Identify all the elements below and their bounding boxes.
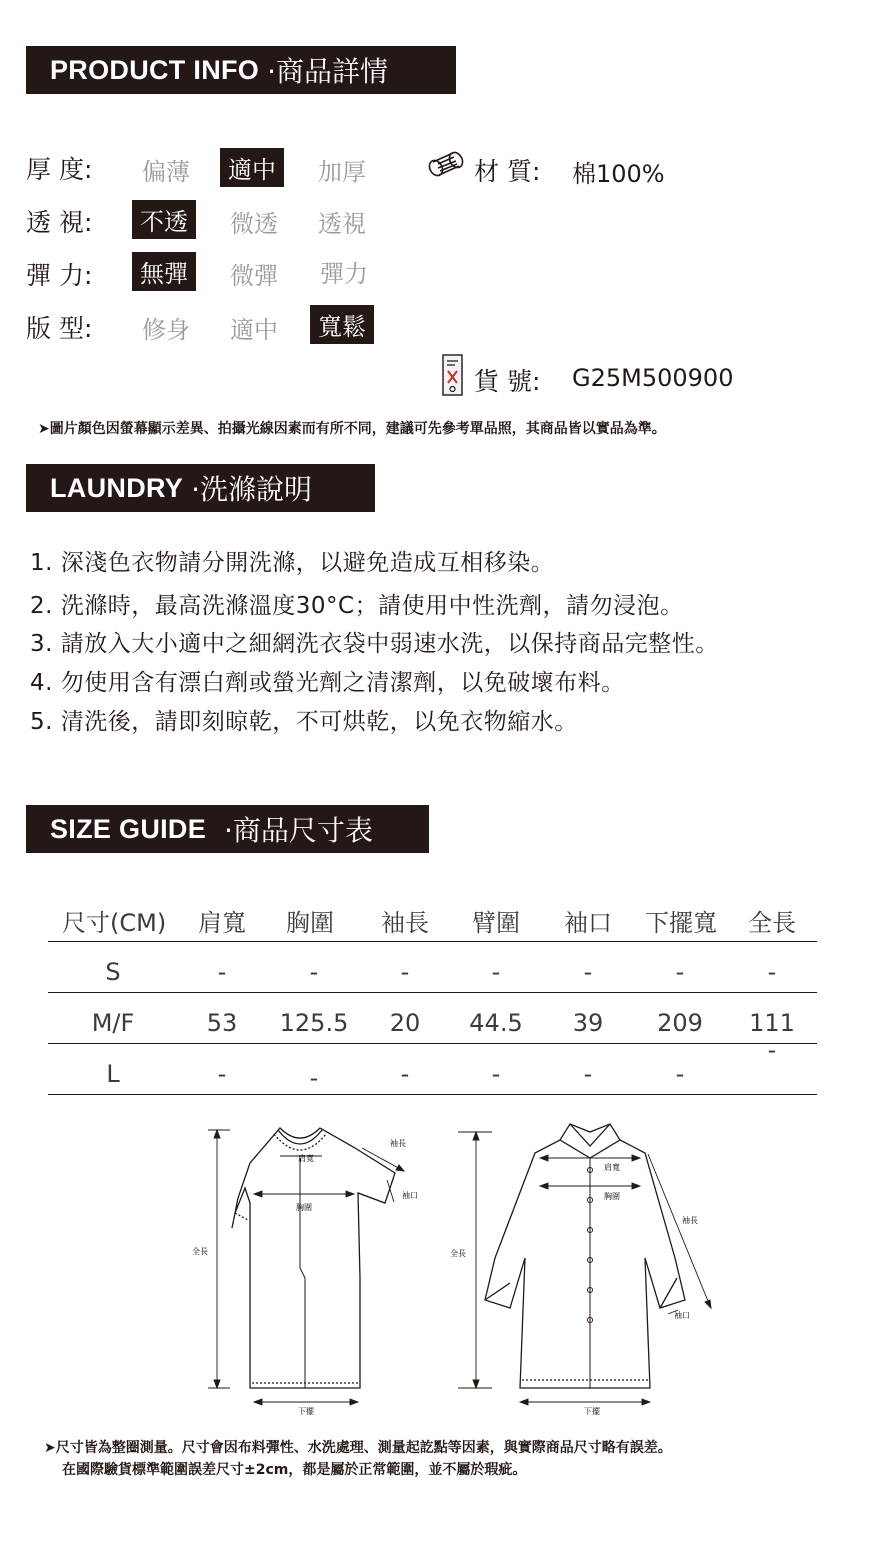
laundry-instruction: 5. 清洗後，請即刻晾乾，不可烘乾，以免衣物縮水。	[30, 709, 578, 735]
diagram-label-length: 全長	[450, 1249, 466, 1258]
banner-title-en: PRODUCT INFO	[50, 54, 260, 85]
size-note-line1: ➤尺寸皆為整圈測量。尺寸會因布料彈性、水洗處理、測量起訖點等因素，與實際商品尺寸略有誤差。	[44, 1440, 672, 1456]
size-cell: M/F	[91, 1009, 135, 1037]
material-label: 材 質:	[474, 157, 541, 186]
transparency-option-sheer: 透視	[318, 210, 366, 238]
diagram-label-sleeve: 袖長	[682, 1216, 698, 1225]
size-cell: L	[106, 1060, 120, 1088]
size-cell: S	[105, 958, 121, 986]
color-disclaimer: ➤圖片顏色因螢幕顯示差異、拍攝光線因素而有所不同，建議可先參考單品照，其商品皆以實品為準。	[38, 421, 666, 437]
value-cell: 53	[206, 1009, 238, 1037]
sku-label: 貨 號:	[474, 367, 541, 396]
banner-title-en: LAUNDRY	[50, 472, 184, 503]
sku-value: G25M500900	[572, 364, 734, 392]
laundry-instruction: 1. 深淺色衣物請分開洗滌，以避免造成互相移染。	[30, 550, 555, 576]
diagram-label-length: 全長	[192, 1247, 208, 1256]
value-cell: 20	[389, 1009, 421, 1037]
col-header-sleeve: 袖長	[381, 909, 429, 937]
value-cell: -	[217, 958, 227, 986]
col-header-length: 全長	[748, 909, 796, 937]
table-rule	[48, 1094, 817, 1095]
table-rule	[48, 1043, 817, 1044]
value-cell: -	[309, 958, 319, 986]
banner-title-en: SIZE GUIDE	[50, 813, 207, 844]
laundry-banner	[26, 464, 375, 512]
diagram-label-shoulder: 肩寬	[604, 1163, 620, 1172]
value-cell: -	[217, 1060, 227, 1088]
col-header-arm: 臂圍	[472, 909, 520, 937]
value-cell: -	[583, 1060, 593, 1088]
value-cell: -	[767, 958, 777, 986]
shirt-dress-diagram	[440, 1118, 730, 1418]
diagram-label-cuff: 袖口	[674, 1311, 690, 1320]
transparency-option-opaque: 不透	[132, 200, 196, 239]
banner-title-zh: ·商品尺寸表	[224, 814, 373, 847]
laundry-instruction: 2. 洗滌時，最高洗滌溫度30°C；請使用中性洗劑，請勿浸泡。	[30, 593, 684, 619]
thickness-option-thin: 偏薄	[142, 158, 190, 186]
value-cell: 125.5	[279, 1009, 349, 1037]
value-cell: -	[309, 1064, 319, 1092]
diagram-label-shoulder: 肩寬	[298, 1154, 314, 1163]
size-note-line2: 在國際驗貨標準範圍誤差尺寸±2cm，都是屬於正常範圍，並不屬於瑕疵。	[62, 1462, 527, 1478]
elasticity-option-slight: 微彈	[230, 262, 278, 290]
laundry-instruction: 4. 勿使用含有漂白劑或螢光劑之清潔劑，以免破壞布料。	[30, 670, 625, 696]
col-header-chest: 胸圍	[286, 909, 334, 937]
table-rule	[48, 992, 817, 993]
fit-option-slim: 修身	[142, 316, 190, 344]
diagram-label-chest: 胸圍	[604, 1192, 620, 1201]
size-header: 尺寸(CM)	[62, 909, 167, 937]
diagram-label-sleeve: 袖長	[390, 1139, 406, 1148]
elasticity-option-stretch: 彈力	[320, 260, 368, 288]
transparency-label: 透 視:	[26, 208, 93, 237]
value-cell: -	[583, 958, 593, 986]
transparency-option-slight: 微透	[230, 210, 278, 238]
thickness-option-medium: 適中	[220, 148, 284, 187]
thread-spool-icon	[428, 150, 466, 180]
diagram-label-chest: 胸圍	[296, 1203, 312, 1212]
price-tag-icon	[441, 353, 465, 397]
diagram-label-hem: 下擺	[584, 1407, 600, 1416]
fit-label: 版 型:	[26, 314, 93, 343]
thickness-option-thick: 加厚	[318, 158, 366, 186]
value-cell: 209	[657, 1009, 703, 1037]
value-cell: -	[491, 958, 501, 986]
value-cell: 39	[572, 1009, 604, 1037]
col-header-shoulder: 肩寬	[198, 909, 246, 937]
size-guide-banner	[26, 805, 429, 853]
col-header-cuff: 袖口	[564, 909, 612, 937]
elasticity-label: 彈 力:	[26, 261, 93, 290]
value-cell: -	[767, 1036, 777, 1064]
elasticity-option-none: 無彈	[132, 252, 196, 291]
material-value: 棉100%	[572, 160, 665, 188]
fit-option-loose: 寬鬆	[310, 305, 374, 344]
value-cell: -	[400, 958, 410, 986]
value-cell: 111	[749, 1009, 795, 1037]
diagram-label-cuff: 袖口	[402, 1191, 418, 1200]
value-cell: -	[675, 1060, 685, 1088]
banner-title-zh: ·洗滌說明	[191, 473, 312, 506]
fit-option-regular: 適中	[230, 316, 278, 344]
banner-title-zh: ·商品詳情	[267, 55, 388, 88]
laundry-instruction: 3. 請放入大小適中之細網洗衣袋中弱速水洗，以保持商品完整性。	[30, 631, 719, 657]
table-rule	[48, 941, 817, 942]
thickness-label: 厚 度:	[26, 155, 93, 184]
product-info-banner	[26, 46, 456, 94]
col-header-hem: 下擺寬	[645, 909, 717, 937]
value-cell: -	[675, 958, 685, 986]
value-cell: 44.5	[469, 1009, 523, 1037]
dress-front-diagram	[180, 1118, 440, 1418]
value-cell: -	[400, 1060, 410, 1088]
diagram-label-hem: 下擺	[298, 1407, 314, 1416]
value-cell: -	[491, 1060, 501, 1088]
